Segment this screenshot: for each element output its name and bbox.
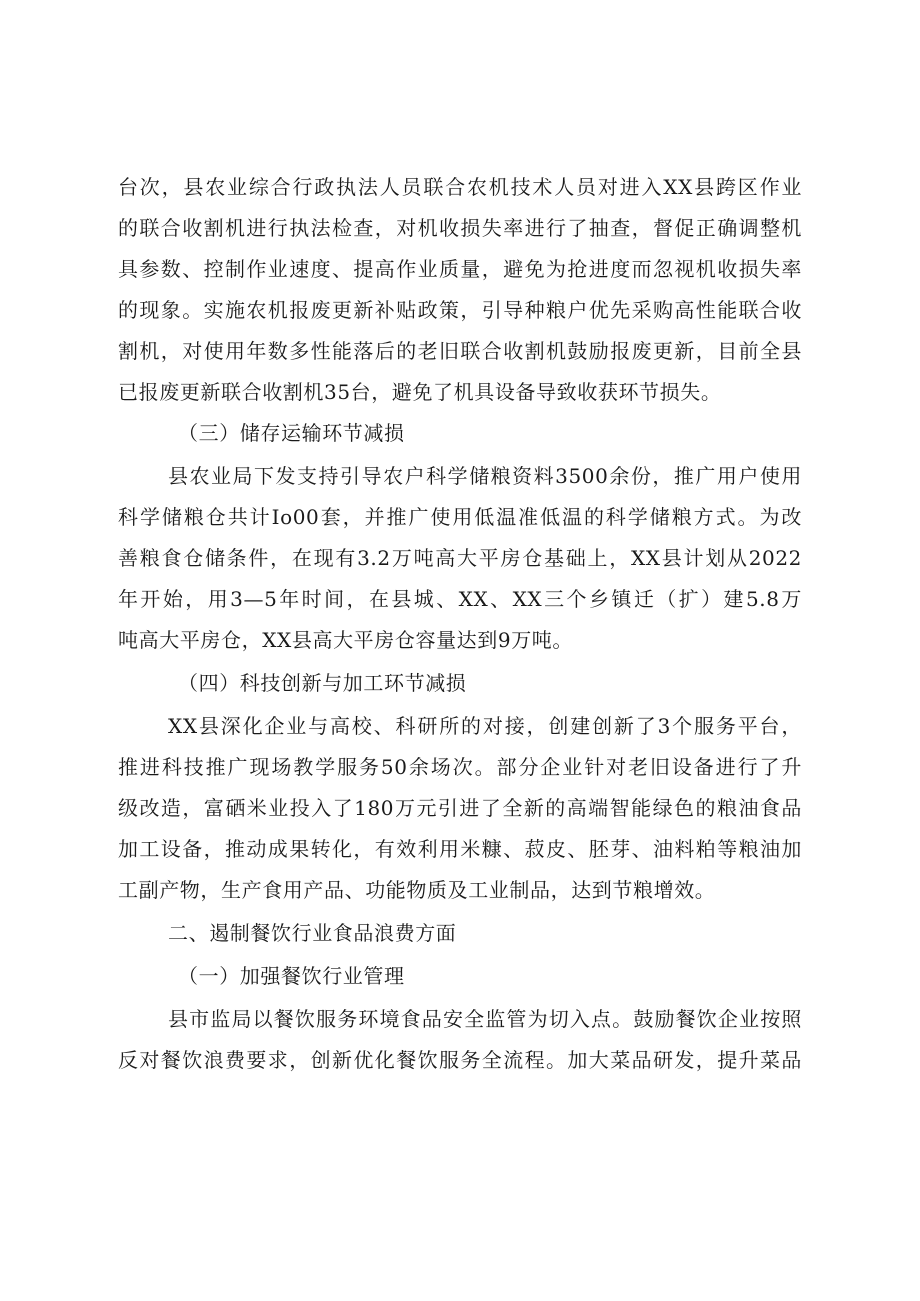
paragraph-line: 具参数、控制作业速度、提高作业质量，避免为抢进度而忽视机收损失率 [118,257,802,281]
paragraph-line: 已报废更新联合收割机35台，避免了机具设备导致收获环节损失。 [118,380,722,404]
paragraph-line: 加工设备，推动成果转化，有效利用米糠、菽皮、胚芽、油料粕等粮油加 [118,837,802,861]
paragraph-line: 的现象。实施农机报废更新补贴政策，引导种粮户优先采购高性能联合收 [118,298,802,322]
paragraph-line: 台次，县农业综合行政执法人员联合农机技术人员对进入XX县跨区作业 [118,175,802,199]
paragraph-line: 善粮食仓储条件，在现有3.2万吨高大平房仓基础上，XX县计划从2022 [118,546,802,570]
paragraph-line: 吨高大平房仓，XX县高大平房仓容量达到9万吨。 [118,628,574,652]
paragraph-line: 县农业局下发支持引导农户科学储粮资料3500余份，推广用户使用 [168,464,802,488]
paragraph-line: XX县深化企业与高校、科研所的对接，创建创新了3个服务平台， [168,714,802,738]
paragraph-line: 级改造，富硒米业投入了180万元引进了全新的高端智能绿色的粮油食品 [118,796,802,820]
paragraph-line: 割机，对使用年数多性能落后的老旧联合收割机鼓励报废更新，目前全县 [118,339,802,363]
paragraph-line: 科学储粮仓共计Io00套，并推广使用低温准低温的科学储粮方式。为改 [118,505,802,529]
paragraph-line: 年开始，用3—5年时间，在县城、XX、XX三个乡镇迁（扩）建5.8万 [118,587,802,611]
section-heading: （三）储存运输环节减损 [178,421,405,445]
paragraph-line: 的联合收割机进行执法检查，对机收损失率进行了抽查，督促正确调整机 [118,216,802,240]
paragraph-line: 县市监局以餐饮服务环境食品安全监管为切入点。鼓励餐饮企业按照 [168,1007,802,1031]
paragraph-line: 推进科技推广现场教学服务50余场次。部分企业针对老旧设备进行了升 [118,755,802,779]
paragraph-line: 反对餐饮浪费要求，创新优化餐饮服务全流程。加大菜品研发，提升菜品 [118,1048,802,1072]
paragraph-line: 工副产物，生产食用产品、功能物质及工业制品，达到节粮增效。 [118,878,716,902]
chapter-heading: 二、遏制餐饮行业食品浪费方面 [168,921,457,945]
section-heading: （四）科技创新与加工环节减损 [178,671,467,695]
section-heading: （一）加强餐饮行业管理 [178,964,405,988]
